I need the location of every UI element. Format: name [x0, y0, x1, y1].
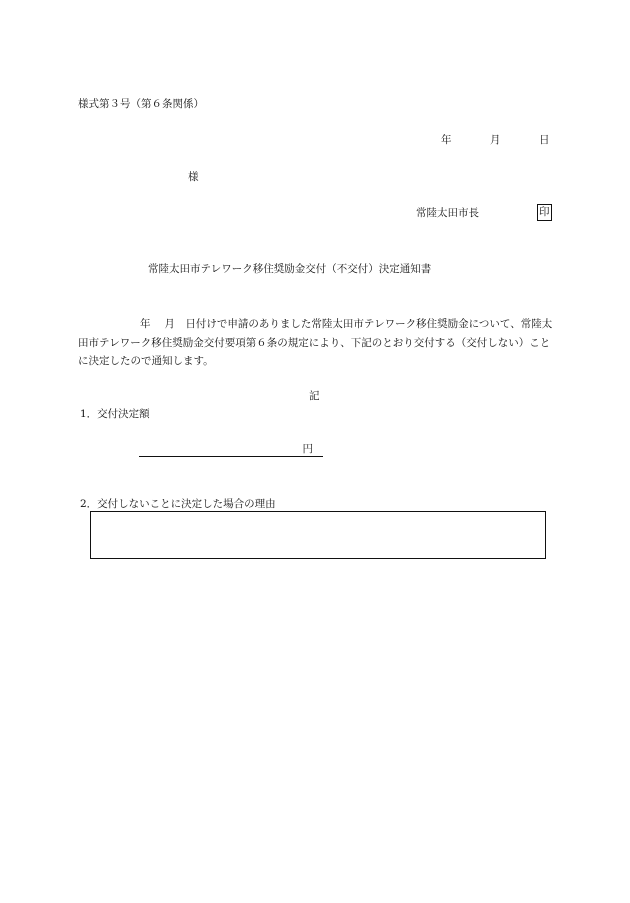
item2-label: 2．交付しないことに決定した場合の理由: [80, 498, 276, 510]
record-label: 記: [309, 390, 320, 402]
item1-label: 1．交付決定額: [80, 408, 150, 420]
date-month-label: 月: [490, 134, 501, 146]
body-year-label: 年: [140, 318, 151, 330]
body-text: 日付けで申請のありました常陸太田市テレワーク移住奨励金について、常陸太田市テレワーク移住奨励金交付要項第６条の規定により、下記のとおり交付する（交付しない）ことに決定したので通知します。: [78, 318, 553, 367]
date-year-label: 年: [441, 134, 452, 146]
date-day-label: 日: [539, 134, 550, 146]
reason-box[interactable]: [90, 511, 546, 559]
issuer-name: 常陸太田市長: [416, 207, 479, 219]
body-paragraph: [78, 315, 558, 371]
amount-field[interactable]: [139, 442, 323, 457]
document-title: 常陸太田市テレワーク移住奨励金交付（不交付）決定通知書: [148, 263, 432, 275]
seal-mark: 印: [537, 204, 552, 221]
addressee-suffix: 様: [188, 171, 199, 183]
form-number: 様式第３号（第６条関係）: [78, 98, 204, 110]
body-month-label: 月: [164, 318, 175, 330]
amount-unit: 円: [302, 443, 313, 455]
